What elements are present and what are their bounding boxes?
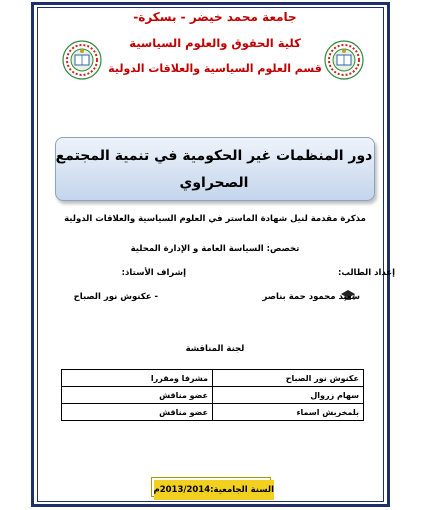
jury-member-role: عضو مناقش (62, 387, 213, 404)
page-border-inner (37, 7, 384, 502)
faculty-name: كلية الحقوق والعلوم السياسية (129, 36, 301, 50)
thesis-subtitle: مذكرة مقدمة لنيل شهادة الماستر في العلوم السياسية والعلاقات الدولية (64, 214, 366, 224)
university-name: جامعة محمد خيضر - بسكرة- (133, 10, 297, 24)
jury-member-name: عكنوش نور الصباح (213, 370, 364, 387)
jury-member-name: سهام زروال (213, 387, 364, 404)
department-name: قسم العلوم السياسية والعلاقات الدولية (108, 62, 322, 75)
student-name: سعيد محمود حمة بناصر (262, 292, 360, 302)
academic-year-badge: السنة الجامعية:2013/2014م (154, 480, 274, 500)
specialization: تخصص: السياسة العامة و الإدارة المحلية (130, 244, 300, 254)
university-emblem-icon (62, 40, 102, 80)
thesis-title-line-1: دور المنظمات غير الحكومية في تنمية المجتمع (55, 148, 373, 164)
supervisor-name: - عكنوش نور الصباح (73, 292, 158, 302)
thesis-title-line-2: الصحراوي (179, 175, 249, 191)
jury-member-role: مشرفا ومقررا (62, 370, 213, 387)
jury-member-name: بلمخربش اسماء (213, 404, 364, 421)
table-row (62, 404, 364, 421)
supervisor-label: إشراف الأستاذ: (121, 268, 186, 278)
table-row (62, 370, 364, 387)
title-panel (55, 137, 375, 201)
jury-table (61, 369, 364, 421)
table-row (62, 387, 364, 404)
jury-title: لجنة المناقشة (185, 344, 245, 354)
jury-member-role: عضو مناقش (62, 404, 213, 421)
university-emblem-icon (324, 40, 364, 80)
prepared-by-label: إعداد الطالب: (337, 268, 395, 278)
